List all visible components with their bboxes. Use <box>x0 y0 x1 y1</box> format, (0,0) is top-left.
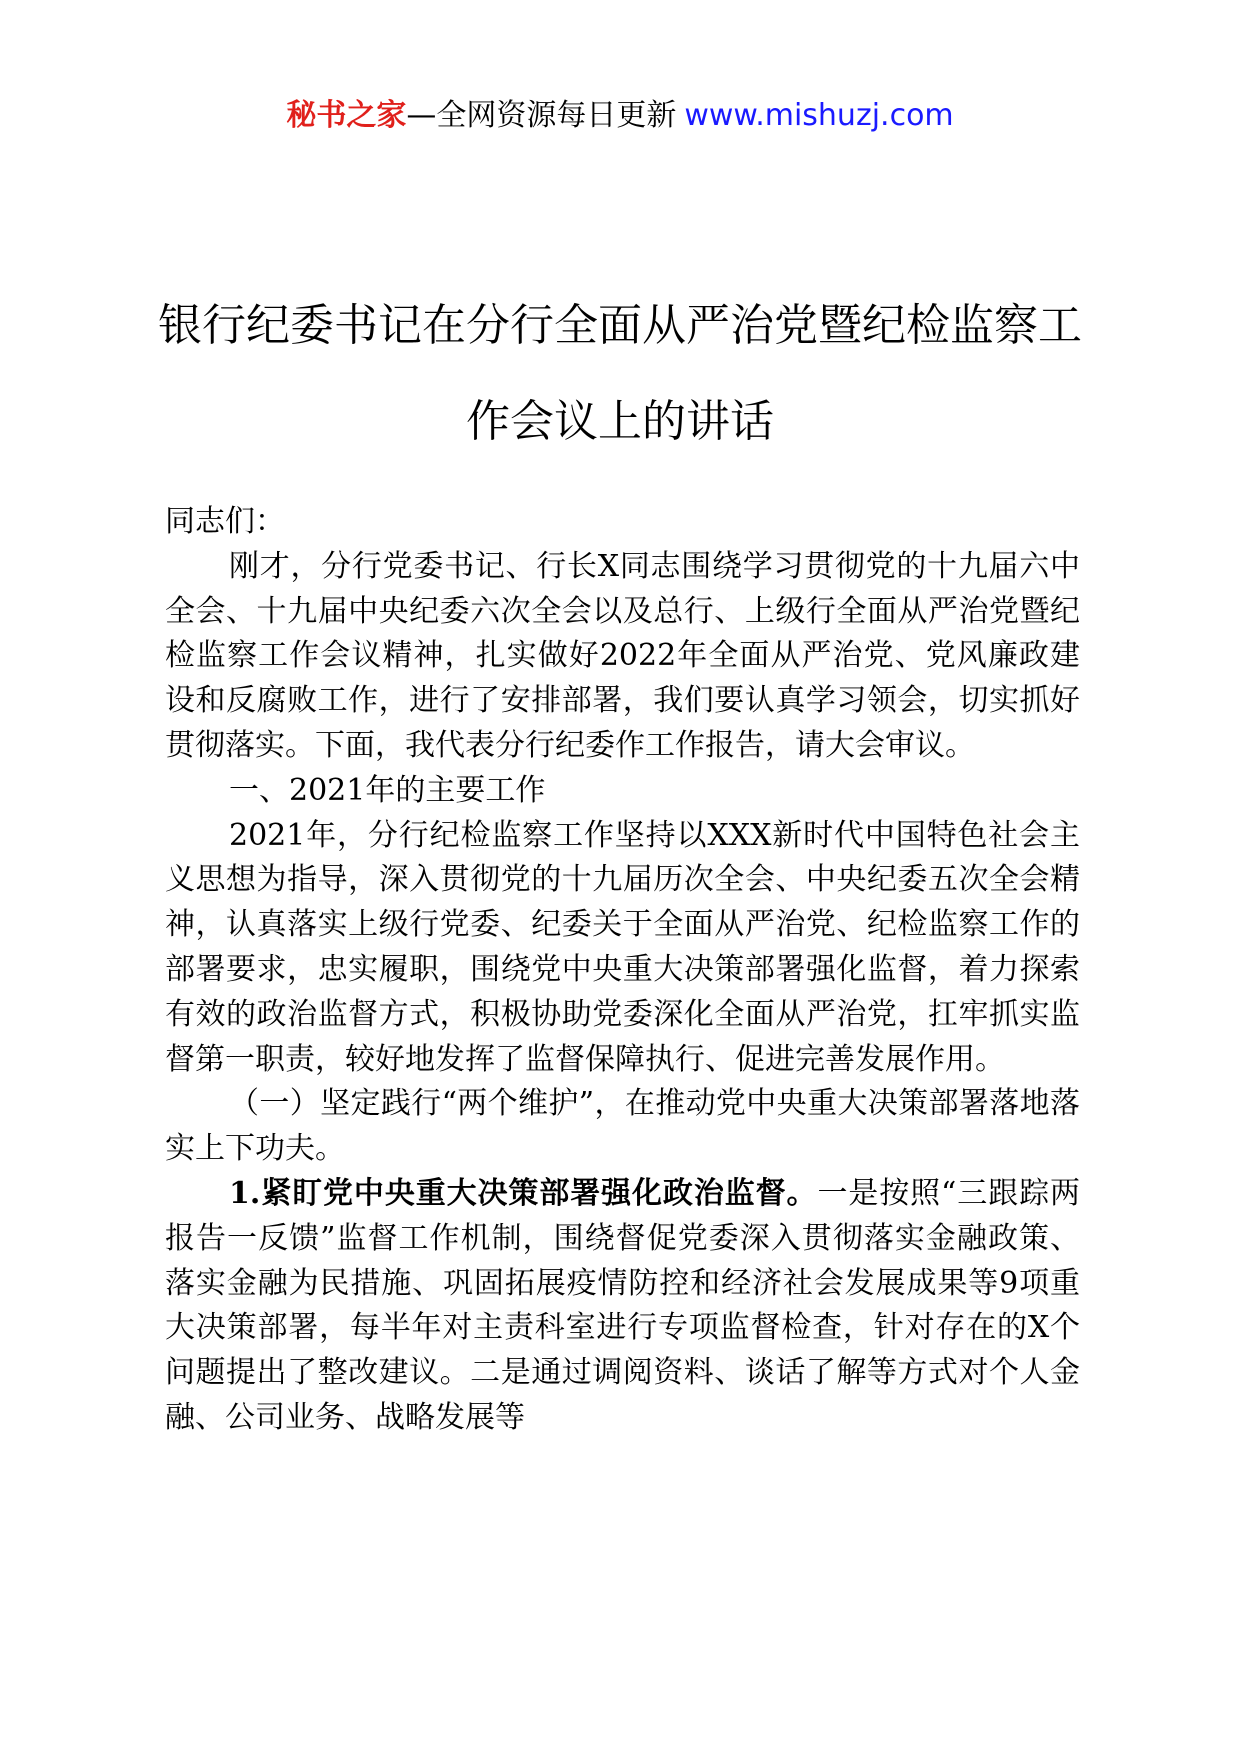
document-title: 银行纪委书记在分行全面从严治党暨纪检监察工作会议上的讲话 <box>158 300 1082 447</box>
header-tagline: —全网资源每日更新 <box>406 98 677 133</box>
point-1-text: 一是按照“三跟踪两报告一反馈”监督工作机制，围绕督促党委深入贯彻落实金融政策、落实金融为民措施、巩固拓展疫情防控和经济社会发展成果等9项重大决策部署，每半年对主责科室进行专项监督检查，针对存在的X个问题提出了整改建议。二是通过调阅资料、谈话了解等方式对个人金融、公司业务、战略发展等 <box>165 1175 1080 1435</box>
section-heading: 一、2021年的主要工作 <box>229 772 546 808</box>
point-1-lead: 1.紧盯党中央重大决策部署强化政治监督。 <box>229 1175 818 1211</box>
site-header <box>0 96 1240 136</box>
paragraph-summary: 2021年，分行纪检监察工作坚持以XXX新时代中国特色社会主义思想为指导，深入贯彻党的十九届历次全会、中央纪委五次全会精神，认真落实上级行党委、纪委关于全面从严治党、纪检监察工作的部署要求，忠实履职，围绕党中央重大决策部署强化监督，着力探索有效的政治监督方式，积极协助党委深化全面从严治党，扛牢抓实监督第一职责，较好地发挥了监督保障执行、促进完善发展作用。 <box>165 817 1080 1077</box>
site-url-link[interactable]: www.mishuzj.com <box>684 98 954 133</box>
document-body <box>165 500 1080 1441</box>
subsection-heading: （一）坚定践行“两个维护”，在推动党中央重大决策部署落地落实上下功夫。 <box>165 1086 1080 1167</box>
paragraph-point-1 <box>165 1172 1080 1441</box>
paragraph-intro: 刚才，分行党委书记、行长X同志围绕学习贯彻党的十九届六中全会、十九届中央纪委六次全会以及总行、上级行全面从严治党暨纪检监察工作会议精神，扎实做好2022年全面从严治党、党风廉政建设和反腐败工作，进行了安排部署，我们要认真学习领会，切实抓好贯彻落实。下面，我代表分行纪委作工作报告，请大会审议。 <box>165 548 1080 763</box>
salutation: 同志们： <box>165 504 285 539</box>
brand-name: 秘书之家 <box>286 98 407 133</box>
